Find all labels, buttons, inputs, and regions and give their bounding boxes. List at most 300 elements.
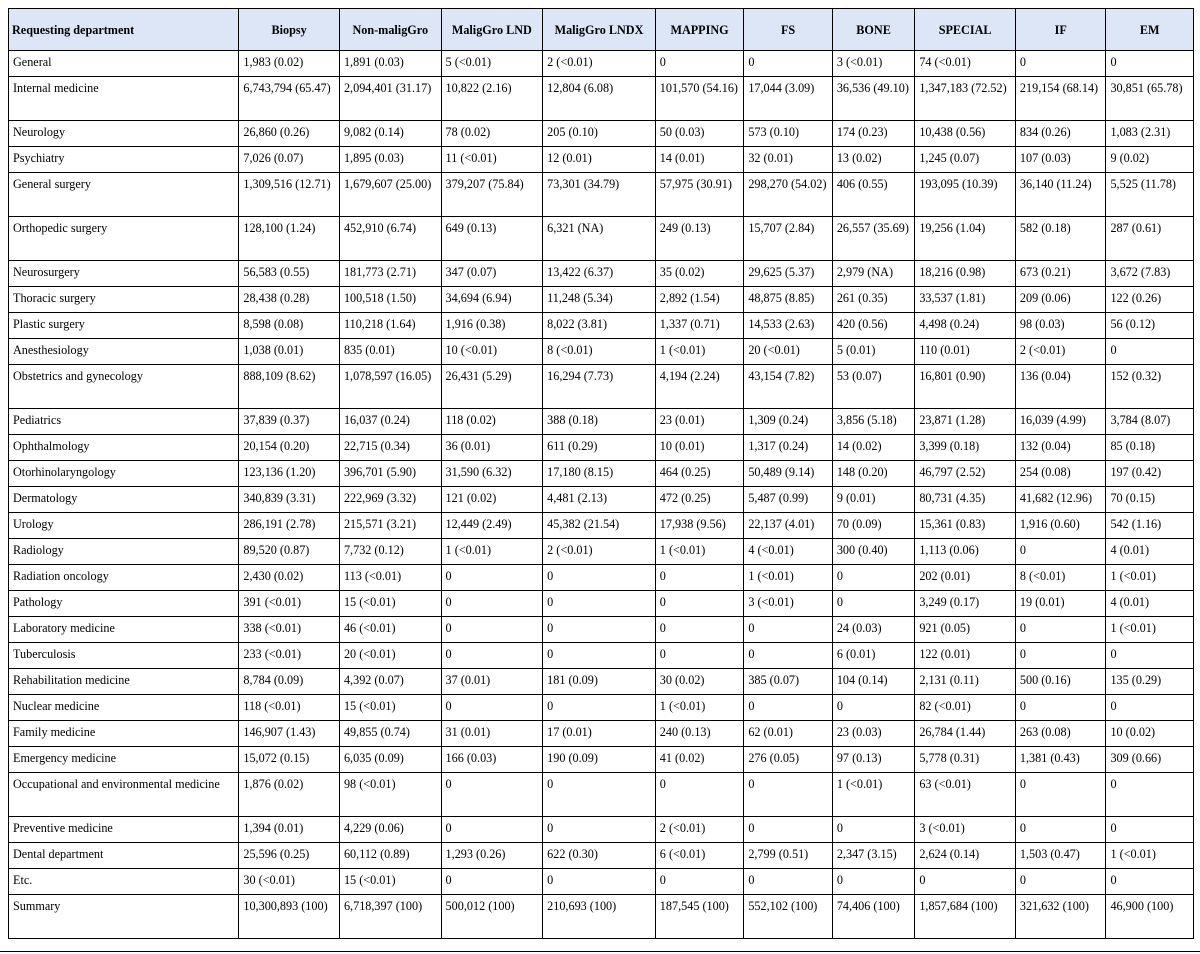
count-cell: 23,871 (1.28) bbox=[915, 409, 1016, 435]
count-cell: 166 (0.03) bbox=[441, 747, 543, 773]
department-cell: Pathology bbox=[9, 591, 239, 617]
count-cell: 24 (0.03) bbox=[832, 617, 914, 643]
count-cell: 8,022 (3.81) bbox=[543, 313, 656, 339]
count-cell: 190 (0.09) bbox=[543, 747, 656, 773]
count-cell: 0 bbox=[441, 869, 543, 895]
count-cell: 611 (0.29) bbox=[543, 435, 656, 461]
count-cell: 1,083 (2.31) bbox=[1106, 121, 1194, 147]
count-cell: 122 (0.26) bbox=[1106, 287, 1194, 313]
column-header: MAPPING bbox=[655, 9, 744, 51]
count-cell: 1,078,597 (16.05) bbox=[339, 365, 441, 409]
table-row bbox=[9, 147, 1194, 173]
count-cell: 73,301 (34.79) bbox=[543, 173, 656, 217]
count-cell: 0 bbox=[1106, 51, 1194, 77]
count-cell: 215,571 (3.21) bbox=[339, 513, 441, 539]
count-cell: 15 (<0.01) bbox=[339, 869, 441, 895]
count-cell: 835 (0.01) bbox=[339, 339, 441, 365]
count-cell: 50,489 (9.14) bbox=[744, 461, 833, 487]
count-cell: 388 (0.18) bbox=[543, 409, 656, 435]
department-cell: Etc. bbox=[9, 869, 239, 895]
count-cell: 4,481 (2.13) bbox=[543, 487, 656, 513]
table-row bbox=[9, 435, 1194, 461]
header-row bbox=[9, 9, 1194, 51]
count-cell: 1 (<0.01) bbox=[441, 539, 543, 565]
count-cell: 0 bbox=[832, 695, 914, 721]
table-row bbox=[9, 487, 1194, 513]
department-cell: General bbox=[9, 51, 239, 77]
count-cell: 3,399 (0.18) bbox=[915, 435, 1016, 461]
count-cell: 22,137 (4.01) bbox=[744, 513, 833, 539]
count-cell: 888,109 (8.62) bbox=[239, 365, 340, 409]
count-cell: 1,337 (0.71) bbox=[655, 313, 744, 339]
count-cell: 46,900 (100) bbox=[1106, 895, 1194, 939]
count-cell: 1,113 (0.06) bbox=[915, 539, 1016, 565]
count-cell: 406 (0.55) bbox=[832, 173, 914, 217]
count-cell: 0 bbox=[1015, 643, 1106, 669]
count-cell: 30 (0.02) bbox=[655, 669, 744, 695]
count-cell: 15 (<0.01) bbox=[339, 591, 441, 617]
count-cell: 254 (0.08) bbox=[1015, 461, 1106, 487]
count-cell: 36,140 (11.24) bbox=[1015, 173, 1106, 217]
table-row bbox=[9, 817, 1194, 843]
count-cell: 582 (0.18) bbox=[1015, 217, 1106, 261]
count-cell: 673 (0.21) bbox=[1015, 261, 1106, 287]
count-cell: 82 (<0.01) bbox=[915, 695, 1016, 721]
table-row bbox=[9, 843, 1194, 869]
column-header: BONE bbox=[832, 9, 914, 51]
count-cell: 15,072 (0.15) bbox=[239, 747, 340, 773]
count-cell: 1,394 (0.01) bbox=[239, 817, 340, 843]
count-cell: 136 (0.04) bbox=[1015, 365, 1106, 409]
table-row bbox=[9, 409, 1194, 435]
count-cell: 391 (<0.01) bbox=[239, 591, 340, 617]
count-cell: 26,431 (5.29) bbox=[441, 365, 543, 409]
count-cell: 222,969 (3.32) bbox=[339, 487, 441, 513]
count-cell: 1,857,684 (100) bbox=[915, 895, 1016, 939]
column-header: FS bbox=[744, 9, 833, 51]
count-cell: 5,487 (0.99) bbox=[744, 487, 833, 513]
count-cell: 1,876 (0.02) bbox=[239, 773, 340, 817]
count-cell: 0 bbox=[543, 565, 656, 591]
count-cell: 263 (0.08) bbox=[1015, 721, 1106, 747]
table-row bbox=[9, 313, 1194, 339]
count-cell: 542 (1.16) bbox=[1106, 513, 1194, 539]
count-cell: 2,131 (0.11) bbox=[915, 669, 1016, 695]
count-cell: 12,804 (6.08) bbox=[543, 77, 656, 121]
count-cell: 0 bbox=[744, 773, 833, 817]
count-cell: 8,784 (0.09) bbox=[239, 669, 340, 695]
department-cell: Occupational and environmental medicine bbox=[9, 773, 239, 817]
count-cell: 8,598 (0.08) bbox=[239, 313, 340, 339]
count-cell: 17,044 (3.09) bbox=[744, 77, 833, 121]
count-cell: 261 (0.35) bbox=[832, 287, 914, 313]
count-cell: 2,799 (0.51) bbox=[744, 843, 833, 869]
count-cell: 0 bbox=[543, 591, 656, 617]
count-cell: 22,715 (0.34) bbox=[339, 435, 441, 461]
count-cell: 0 bbox=[832, 817, 914, 843]
count-cell: 26,557 (35.69) bbox=[832, 217, 914, 261]
department-cell: Urology bbox=[9, 513, 239, 539]
department-table bbox=[8, 8, 1194, 939]
count-cell: 56,583 (0.55) bbox=[239, 261, 340, 287]
count-cell: 3 (<0.01) bbox=[744, 591, 833, 617]
department-cell: Pediatrics bbox=[9, 409, 239, 435]
count-cell: 148 (0.20) bbox=[832, 461, 914, 487]
count-cell: 146,907 (1.43) bbox=[239, 721, 340, 747]
count-cell: 2,094,401 (31.17) bbox=[339, 77, 441, 121]
count-cell: 309 (0.66) bbox=[1106, 747, 1194, 773]
count-cell: 5,778 (0.31) bbox=[915, 747, 1016, 773]
count-cell: 4,392 (0.07) bbox=[339, 669, 441, 695]
department-cell: Radiation oncology bbox=[9, 565, 239, 591]
count-cell: 1,891 (0.03) bbox=[339, 51, 441, 77]
column-header: Biopsy bbox=[239, 9, 340, 51]
count-cell: 0 bbox=[441, 817, 543, 843]
department-cell: Orthopedic surgery bbox=[9, 217, 239, 261]
department-cell: Psychiatry bbox=[9, 147, 239, 173]
count-cell: 649 (0.13) bbox=[441, 217, 543, 261]
count-cell: 2,347 (3.15) bbox=[832, 843, 914, 869]
count-cell: 31 (0.01) bbox=[441, 721, 543, 747]
count-cell: 0 bbox=[832, 565, 914, 591]
count-cell: 2,892 (1.54) bbox=[655, 287, 744, 313]
count-cell: 132 (0.04) bbox=[1015, 435, 1106, 461]
count-cell: 26,784 (1.44) bbox=[915, 721, 1016, 747]
table-row bbox=[9, 287, 1194, 313]
count-cell: 80,731 (4.35) bbox=[915, 487, 1016, 513]
department-cell: Anesthesiology bbox=[9, 339, 239, 365]
count-cell: 2,979 (NA) bbox=[832, 261, 914, 287]
table-row bbox=[9, 539, 1194, 565]
count-cell: 347 (0.07) bbox=[441, 261, 543, 287]
count-cell: 6,718,397 (100) bbox=[339, 895, 441, 939]
count-cell: 70 (0.09) bbox=[832, 513, 914, 539]
count-cell: 0 bbox=[915, 869, 1016, 895]
count-cell: 0 bbox=[655, 591, 744, 617]
table-row bbox=[9, 173, 1194, 217]
department-cell: Laboratory medicine bbox=[9, 617, 239, 643]
count-cell: 110 (0.01) bbox=[915, 339, 1016, 365]
count-cell: 321,632 (100) bbox=[1015, 895, 1106, 939]
count-cell: 0 bbox=[543, 817, 656, 843]
count-cell: 1,983 (0.02) bbox=[239, 51, 340, 77]
count-cell: 0 bbox=[744, 869, 833, 895]
count-cell: 4 (0.01) bbox=[1106, 591, 1194, 617]
column-header: MaligGro LND bbox=[441, 9, 543, 51]
table-row bbox=[9, 365, 1194, 409]
count-cell: 98 (0.03) bbox=[1015, 313, 1106, 339]
count-cell: 1,293 (0.26) bbox=[441, 843, 543, 869]
table-row bbox=[9, 695, 1194, 721]
count-cell: 573 (0.10) bbox=[744, 121, 833, 147]
department-cell: Plastic surgery bbox=[9, 313, 239, 339]
count-cell: 1,503 (0.47) bbox=[1015, 843, 1106, 869]
count-cell: 17,938 (9.56) bbox=[655, 513, 744, 539]
count-cell: 0 bbox=[1106, 643, 1194, 669]
count-cell: 23 (0.01) bbox=[655, 409, 744, 435]
count-cell: 0 bbox=[543, 617, 656, 643]
count-cell: 8 (<0.01) bbox=[1015, 565, 1106, 591]
count-cell: 0 bbox=[1015, 51, 1106, 77]
count-cell: 0 bbox=[655, 869, 744, 895]
department-cell: Neurology bbox=[9, 121, 239, 147]
count-cell: 13,422 (6.37) bbox=[543, 261, 656, 287]
count-cell: 56 (0.12) bbox=[1106, 313, 1194, 339]
count-cell: 37,839 (0.37) bbox=[239, 409, 340, 435]
count-cell: 5 (0.01) bbox=[832, 339, 914, 365]
count-cell: 2 (<0.01) bbox=[655, 817, 744, 843]
count-cell: 0 bbox=[1015, 539, 1106, 565]
count-cell: 2,430 (0.02) bbox=[239, 565, 340, 591]
count-cell: 197 (0.42) bbox=[1106, 461, 1194, 487]
department-cell: Rehabilitation medicine bbox=[9, 669, 239, 695]
count-cell: 113 (<0.01) bbox=[339, 565, 441, 591]
count-cell: 287 (0.61) bbox=[1106, 217, 1194, 261]
count-cell: 85 (0.18) bbox=[1106, 435, 1194, 461]
count-cell: 63 (<0.01) bbox=[915, 773, 1016, 817]
count-cell: 28,438 (0.28) bbox=[239, 287, 340, 313]
count-cell: 41,682 (12.96) bbox=[1015, 487, 1106, 513]
count-cell: 1 (<0.01) bbox=[655, 539, 744, 565]
count-cell: 1,916 (0.38) bbox=[441, 313, 543, 339]
department-cell: Nuclear medicine bbox=[9, 695, 239, 721]
count-cell: 30,851 (65.78) bbox=[1106, 77, 1194, 121]
table-header bbox=[9, 9, 1194, 51]
count-cell: 1,381 (0.43) bbox=[1015, 747, 1106, 773]
count-cell: 10,300,893 (100) bbox=[239, 895, 340, 939]
count-cell: 7,732 (0.12) bbox=[339, 539, 441, 565]
count-cell: 4,498 (0.24) bbox=[915, 313, 1016, 339]
column-header: Non-maligGro bbox=[339, 9, 441, 51]
count-cell: 420 (0.56) bbox=[832, 313, 914, 339]
count-cell: 15 (<0.01) bbox=[339, 695, 441, 721]
department-cell: Dermatology bbox=[9, 487, 239, 513]
count-cell: 1,245 (0.07) bbox=[915, 147, 1016, 173]
count-cell: 16,039 (4.99) bbox=[1015, 409, 1106, 435]
count-cell: 0 bbox=[655, 773, 744, 817]
count-cell: 0 bbox=[1015, 695, 1106, 721]
count-cell: 32 (0.01) bbox=[744, 147, 833, 173]
count-cell: 1,309 (0.24) bbox=[744, 409, 833, 435]
count-cell: 6,035 (0.09) bbox=[339, 747, 441, 773]
count-cell: 10,438 (0.56) bbox=[915, 121, 1016, 147]
count-cell: 0 bbox=[1106, 773, 1194, 817]
count-cell: 74,406 (100) bbox=[832, 895, 914, 939]
count-cell: 464 (0.25) bbox=[655, 461, 744, 487]
table-row bbox=[9, 77, 1194, 121]
count-cell: 3,784 (8.07) bbox=[1106, 409, 1194, 435]
count-cell: 16,801 (0.90) bbox=[915, 365, 1016, 409]
count-cell: 276 (0.05) bbox=[744, 747, 833, 773]
count-cell: 0 bbox=[543, 773, 656, 817]
count-cell: 552,102 (100) bbox=[744, 895, 833, 939]
count-cell: 3 (<0.01) bbox=[832, 51, 914, 77]
count-cell: 1 (<0.01) bbox=[832, 773, 914, 817]
count-cell: 4,229 (0.06) bbox=[339, 817, 441, 843]
department-cell: General surgery bbox=[9, 173, 239, 217]
count-cell: 209 (0.06) bbox=[1015, 287, 1106, 313]
count-cell: 1 (<0.01) bbox=[1106, 565, 1194, 591]
department-cell: Internal medicine bbox=[9, 77, 239, 121]
count-cell: 9 (0.02) bbox=[1106, 147, 1194, 173]
count-cell: 1 (<0.01) bbox=[744, 565, 833, 591]
count-cell: 152 (0.32) bbox=[1106, 365, 1194, 409]
count-cell: 1,347,183 (72.52) bbox=[915, 77, 1016, 121]
count-cell: 7,026 (0.07) bbox=[239, 147, 340, 173]
count-cell: 1,317 (0.24) bbox=[744, 435, 833, 461]
count-cell: 6 (0.01) bbox=[832, 643, 914, 669]
department-cell: Dental department bbox=[9, 843, 239, 869]
count-cell: 26,860 (0.26) bbox=[239, 121, 340, 147]
table-row bbox=[9, 895, 1194, 939]
count-cell: 16,037 (0.24) bbox=[339, 409, 441, 435]
department-cell: Emergency medicine bbox=[9, 747, 239, 773]
count-cell: 101,570 (54.16) bbox=[655, 77, 744, 121]
count-cell: 33,537 (1.81) bbox=[915, 287, 1016, 313]
count-cell: 219,154 (68.14) bbox=[1015, 77, 1106, 121]
count-cell: 57,975 (30.91) bbox=[655, 173, 744, 217]
count-cell: 9 (0.01) bbox=[832, 487, 914, 513]
count-cell: 62 (0.01) bbox=[744, 721, 833, 747]
count-cell: 0 bbox=[744, 617, 833, 643]
count-cell: 1,895 (0.03) bbox=[339, 147, 441, 173]
count-cell: 60,112 (0.89) bbox=[339, 843, 441, 869]
count-cell: 500,012 (100) bbox=[441, 895, 543, 939]
count-cell: 0 bbox=[441, 591, 543, 617]
table-row bbox=[9, 669, 1194, 695]
count-cell: 14,533 (2.63) bbox=[744, 313, 833, 339]
count-cell: 43,154 (7.82) bbox=[744, 365, 833, 409]
count-cell: 452,910 (6.74) bbox=[339, 217, 441, 261]
count-cell: 249 (0.13) bbox=[655, 217, 744, 261]
column-header: SPECIAL bbox=[915, 9, 1016, 51]
count-cell: 6,743,794 (65.47) bbox=[239, 77, 340, 121]
count-cell: 135 (0.29) bbox=[1106, 669, 1194, 695]
count-cell: 4 (0.01) bbox=[1106, 539, 1194, 565]
table-body bbox=[9, 51, 1194, 939]
count-cell: 70 (0.15) bbox=[1106, 487, 1194, 513]
count-cell: 46 (<0.01) bbox=[339, 617, 441, 643]
count-cell: 0 bbox=[655, 643, 744, 669]
count-cell: 20 (<0.01) bbox=[339, 643, 441, 669]
count-cell: 1,916 (0.60) bbox=[1015, 513, 1106, 539]
count-cell: 53 (0.07) bbox=[832, 365, 914, 409]
count-cell: 1,038 (0.01) bbox=[239, 339, 340, 365]
count-cell: 14 (0.01) bbox=[655, 147, 744, 173]
count-cell: 298,270 (54.02) bbox=[744, 173, 833, 217]
count-cell: 10,822 (2.16) bbox=[441, 77, 543, 121]
count-cell: 396,701 (5.90) bbox=[339, 461, 441, 487]
count-cell: 9,082 (0.14) bbox=[339, 121, 441, 147]
count-cell: 0 bbox=[655, 51, 744, 77]
count-cell: 1,679,607 (25.00) bbox=[339, 173, 441, 217]
table-row bbox=[9, 565, 1194, 591]
count-cell: 1,309,516 (12.71) bbox=[239, 173, 340, 217]
count-cell: 6,321 (NA) bbox=[543, 217, 656, 261]
count-cell: 118 (0.02) bbox=[441, 409, 543, 435]
count-cell: 4,194 (2.24) bbox=[655, 365, 744, 409]
table-row bbox=[9, 591, 1194, 617]
count-cell: 11 (<0.01) bbox=[441, 147, 543, 173]
count-cell: 0 bbox=[441, 565, 543, 591]
count-cell: 20,154 (0.20) bbox=[239, 435, 340, 461]
table-row bbox=[9, 261, 1194, 287]
count-cell: 0 bbox=[655, 565, 744, 591]
count-cell: 0 bbox=[1106, 339, 1194, 365]
count-cell: 49,855 (0.74) bbox=[339, 721, 441, 747]
count-cell: 8 (<0.01) bbox=[543, 339, 656, 365]
count-cell: 110,218 (1.64) bbox=[339, 313, 441, 339]
count-cell: 240 (0.13) bbox=[655, 721, 744, 747]
count-cell: 19,256 (1.04) bbox=[915, 217, 1016, 261]
count-cell: 0 bbox=[1015, 617, 1106, 643]
count-cell: 36 (0.01) bbox=[441, 435, 543, 461]
department-cell: Family medicine bbox=[9, 721, 239, 747]
count-cell: 0 bbox=[832, 869, 914, 895]
table-row bbox=[9, 617, 1194, 643]
department-cell: Summary bbox=[9, 895, 239, 939]
count-cell: 34,694 (6.94) bbox=[441, 287, 543, 313]
count-cell: 834 (0.26) bbox=[1015, 121, 1106, 147]
count-cell: 123,136 (1.20) bbox=[239, 461, 340, 487]
count-cell: 2 (<0.01) bbox=[543, 51, 656, 77]
count-cell: 37 (0.01) bbox=[441, 669, 543, 695]
count-cell: 0 bbox=[1015, 817, 1106, 843]
count-cell: 286,191 (2.78) bbox=[239, 513, 340, 539]
count-cell: 17,180 (8.15) bbox=[543, 461, 656, 487]
count-cell: 10 (0.02) bbox=[1106, 721, 1194, 747]
count-cell: 74 (<0.01) bbox=[915, 51, 1016, 77]
count-cell: 89,520 (0.87) bbox=[239, 539, 340, 565]
count-cell: 0 bbox=[543, 869, 656, 895]
count-cell: 300 (0.40) bbox=[832, 539, 914, 565]
count-cell: 0 bbox=[543, 643, 656, 669]
count-cell: 31,590 (6.32) bbox=[441, 461, 543, 487]
count-cell: 1 (<0.01) bbox=[1106, 843, 1194, 869]
count-cell: 25,596 (0.25) bbox=[239, 843, 340, 869]
count-cell: 0 bbox=[441, 617, 543, 643]
count-cell: 29,625 (5.37) bbox=[744, 261, 833, 287]
count-cell: 0 bbox=[441, 773, 543, 817]
count-cell: 13 (0.02) bbox=[832, 147, 914, 173]
count-cell: 3,856 (5.18) bbox=[832, 409, 914, 435]
count-cell: 385 (0.07) bbox=[744, 669, 833, 695]
count-cell: 12,449 (2.49) bbox=[441, 513, 543, 539]
count-cell: 2 (<0.01) bbox=[1015, 339, 1106, 365]
department-cell: Ophthalmology bbox=[9, 435, 239, 461]
count-cell: 0 bbox=[655, 617, 744, 643]
table-row bbox=[9, 721, 1194, 747]
department-cell: Preventive medicine bbox=[9, 817, 239, 843]
table-row bbox=[9, 643, 1194, 669]
count-cell: 174 (0.23) bbox=[832, 121, 914, 147]
count-cell: 10 (<0.01) bbox=[441, 339, 543, 365]
table-row bbox=[9, 217, 1194, 261]
count-cell: 0 bbox=[1015, 869, 1106, 895]
column-header: Requesting department bbox=[9, 9, 239, 51]
count-cell: 210,693 (100) bbox=[543, 895, 656, 939]
count-cell: 0 bbox=[1106, 695, 1194, 721]
table-row bbox=[9, 869, 1194, 895]
count-cell: 205 (0.10) bbox=[543, 121, 656, 147]
count-cell: 3,672 (7.83) bbox=[1106, 261, 1194, 287]
count-cell: 50 (0.03) bbox=[655, 121, 744, 147]
department-cell: Obstetrics and gynecology bbox=[9, 365, 239, 409]
count-cell: 921 (0.05) bbox=[915, 617, 1016, 643]
count-cell: 30 (<0.01) bbox=[239, 869, 340, 895]
count-cell: 0 bbox=[832, 591, 914, 617]
count-cell: 0 bbox=[1106, 817, 1194, 843]
